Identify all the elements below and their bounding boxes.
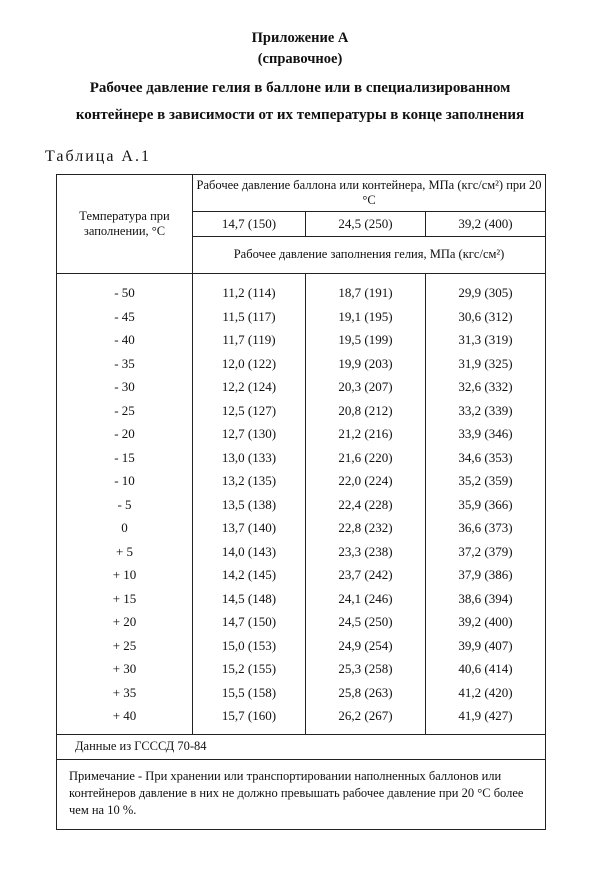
table-row [57, 610, 546, 634]
pressure-cell-400: 41,9 (427) [426, 704, 546, 734]
pressure-cell-400: 29,9 (305) [426, 274, 546, 305]
pressure-cell-400: 37,9 (386) [426, 563, 546, 587]
table-row [57, 469, 546, 493]
table-note: Примечание - При хранении или транспортировании наполненных баллонов или контейнеров давление в них не должно превышать рабочее давление при 20 °C более чем на 10 %. [57, 759, 546, 829]
temperature-cell: - 25 [57, 399, 193, 423]
pressure-cell-150: 11,5 (117) [193, 305, 306, 329]
pressure-cell-400: 32,6 (332) [426, 375, 546, 399]
pressure-cell-150: 15,5 (158) [193, 681, 306, 705]
pressure-cell-150: 11,2 (114) [193, 274, 306, 305]
pressure-cell-150: 12,2 (124) [193, 375, 306, 399]
pressure-table-wrapper [56, 174, 546, 830]
temperature-cell: - 20 [57, 422, 193, 446]
temperature-cell: - 15 [57, 446, 193, 470]
pressure-cell-150: 14,0 (143) [193, 540, 306, 564]
pressure-cell-400: 40,6 (414) [426, 657, 546, 681]
source-note: Данные из ГСССД 70-84 [57, 734, 546, 759]
pressure-cell-400: 33,2 (339) [426, 399, 546, 423]
pressure-cell-400: 35,9 (366) [426, 493, 546, 517]
temperature-cell: - 30 [57, 375, 193, 399]
pressure-cell-400: 30,6 (312) [426, 305, 546, 329]
pressure-cell-150: 11,7 (119) [193, 328, 306, 352]
pressure-cell-250: 25,3 (258) [306, 657, 426, 681]
table-row [57, 540, 546, 564]
temperature-cell: 0 [57, 516, 193, 540]
temperature-cell: + 20 [57, 610, 193, 634]
pressure-cell-250: 18,7 (191) [306, 274, 426, 305]
temperature-cell: + 30 [57, 657, 193, 681]
pressure-cell-250: 20,3 (207) [306, 375, 426, 399]
pressure-cell-150: 12,0 (122) [193, 352, 306, 376]
temperature-cell: + 15 [57, 587, 193, 611]
table-row [57, 305, 546, 329]
cylinder-pressure-header: Рабочее давление баллона или контейнера, МПа (кгс/см²) при 20 °C [193, 175, 546, 212]
pressure-cell-150: 14,7 (150) [193, 610, 306, 634]
temperature-cell: + 35 [57, 681, 193, 705]
temperature-cell: - 50 [57, 274, 193, 305]
pressure-column-header: 39,2 (400) [426, 212, 546, 236]
table-row [57, 328, 546, 352]
temperature-cell: - 5 [57, 493, 193, 517]
pressure-cell-150: 13,0 (133) [193, 446, 306, 470]
pressure-cell-250: 25,8 (263) [306, 681, 426, 705]
temperature-cell: + 25 [57, 634, 193, 658]
pressure-cell-400: 39,2 (400) [426, 610, 546, 634]
table-row [57, 681, 546, 705]
table-row [57, 493, 546, 517]
temperature-cell: + 5 [57, 540, 193, 564]
table-row [57, 352, 546, 376]
table-row [57, 587, 546, 611]
temperature-cell: + 40 [57, 704, 193, 734]
pressure-column-header: 24,5 (250) [306, 212, 426, 236]
pressure-cell-150: 13,5 (138) [193, 493, 306, 517]
pressure-cell-250: 22,8 (232) [306, 516, 426, 540]
table-row [57, 704, 546, 734]
pressure-cell-150: 15,2 (155) [193, 657, 306, 681]
pressure-cell-400: 34,6 (353) [426, 446, 546, 470]
pressure-cell-400: 38,6 (394) [426, 587, 546, 611]
pressure-cell-250: 22,0 (224) [306, 469, 426, 493]
header-row-top [57, 175, 546, 212]
pressure-cell-250: 20,8 (212) [306, 399, 426, 423]
table-row [57, 422, 546, 446]
temperature-column-header: Температура при заполнении, °C [57, 175, 193, 274]
pressure-cell-250: 22,4 (228) [306, 493, 426, 517]
filling-pressure-header: Рабочее давление заполнения гелия, МПа (кгс/см²) [193, 236, 546, 273]
pressure-cell-150: 15,7 (160) [193, 704, 306, 734]
appendix-title: Приложение А [251, 30, 349, 46]
note-row [57, 759, 546, 829]
pressure-cell-250: 24,1 (246) [306, 587, 426, 611]
pressure-cell-150: 13,7 (140) [193, 516, 306, 540]
pressure-cell-250: 24,9 (254) [306, 634, 426, 658]
temperature-cell: - 45 [57, 305, 193, 329]
pressure-cell-400: 31,9 (325) [426, 352, 546, 376]
pressure-table-body [57, 175, 546, 830]
temperature-cell: + 10 [57, 563, 193, 587]
table-row [57, 274, 546, 305]
pressure-cell-150: 12,5 (127) [193, 399, 306, 423]
pressure-cell-150: 12,7 (130) [193, 422, 306, 446]
pressure-cell-150: 15,0 (153) [193, 634, 306, 658]
table-row [57, 446, 546, 470]
pressure-column-header: 14,7 (150) [193, 212, 306, 236]
pressure-cell-250: 23,3 (238) [306, 540, 426, 564]
pressure-cell-250: 19,5 (199) [306, 328, 426, 352]
heading-line-1: Рабочее давление гелия в баллоне или в специализированном [89, 80, 511, 96]
pressure-cell-150: 14,5 (148) [193, 587, 306, 611]
temperature-cell: - 10 [57, 469, 193, 493]
table-row [57, 375, 546, 399]
pressure-cell-250: 24,5 (250) [306, 610, 426, 634]
table-row [57, 634, 546, 658]
pressure-cell-250: 26,2 (267) [306, 704, 426, 734]
pressure-cell-250: 19,1 (195) [306, 305, 426, 329]
pressure-cell-400: 35,2 (359) [426, 469, 546, 493]
appendix-status: (справочное) [257, 51, 343, 67]
pressure-cell-400: 33,9 (346) [426, 422, 546, 446]
table-row [57, 563, 546, 587]
pressure-cell-400: 41,2 (420) [426, 681, 546, 705]
table-row [57, 516, 546, 540]
pressure-cell-150: 13,2 (135) [193, 469, 306, 493]
pressure-cell-250: 19,9 (203) [306, 352, 426, 376]
pressure-cell-150: 14,2 (145) [193, 563, 306, 587]
table-row [57, 657, 546, 681]
temperature-cell: - 35 [57, 352, 193, 376]
pressure-cell-250: 21,2 (216) [306, 422, 426, 446]
pressure-cell-250: 21,6 (220) [306, 446, 426, 470]
pressure-cell-400: 39,9 (407) [426, 634, 546, 658]
table-caption: Таблица А.1 [45, 148, 151, 165]
table-row [57, 399, 546, 423]
pressure-cell-400: 36,6 (373) [426, 516, 546, 540]
source-row [57, 734, 546, 759]
pressure-cell-250: 23,7 (242) [306, 563, 426, 587]
pressure-cell-400: 37,2 (379) [426, 540, 546, 564]
pressure-cell-400: 31,3 (319) [426, 328, 546, 352]
pressure-table [56, 174, 546, 830]
temperature-cell: - 40 [57, 328, 193, 352]
heading-line-2: контейнере в зависимости от их температуры в конце заполнения [75, 107, 525, 123]
